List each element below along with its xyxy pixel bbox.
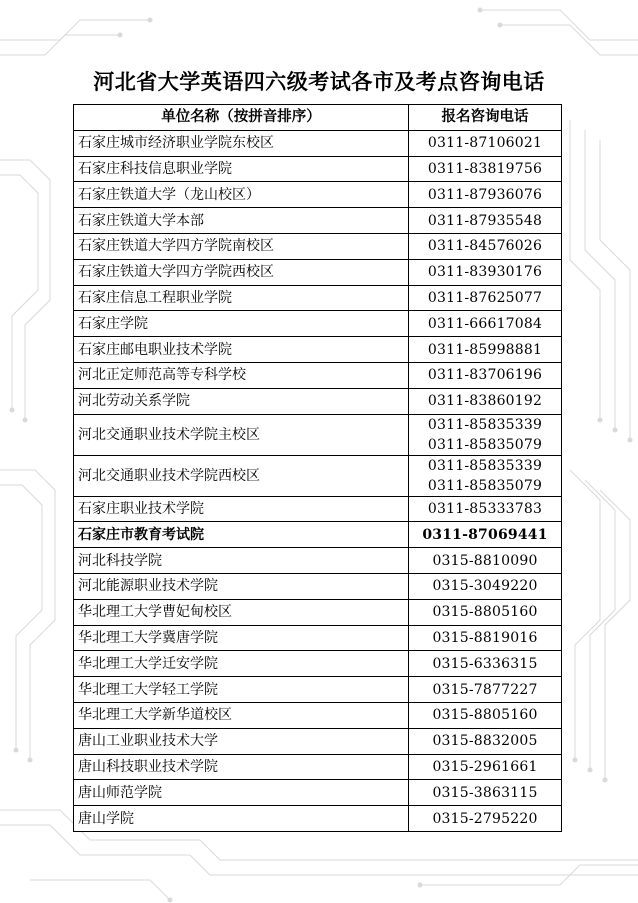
phone-number: 0311-83706196 [427,367,543,384]
unit-name-cell: 华北理工大学曹妃甸校区 [74,599,409,625]
phone-cell [409,806,562,832]
phone-cell [409,677,562,703]
phone-number: 0311-87069441 [422,526,548,543]
phone-cell [409,548,562,574]
phone-cell [409,573,562,599]
unit-name-cell: 河北交通职业技术学院主校区 [74,414,409,455]
phone-cell [409,233,562,259]
table-row [74,651,562,677]
phone-cell [409,208,562,234]
table-row [74,548,562,574]
unit-name-cell: 石家庄铁道大学四方学院南校区 [74,233,409,259]
unit-name-cell: 河北正定师范高等专科学校 [74,362,409,388]
unit-name-cell: 河北交通职业技术学院西校区 [74,455,409,496]
unit-name-cell: 石家庄铁道大学四方学院西校区 [74,259,409,285]
phone-number: 0315-8810090 [432,552,538,569]
phone-number: 0311-87106021 [427,135,543,152]
phone-cell [409,455,562,496]
phone-cell [409,388,562,414]
phone-number: 0315-8832005 [432,733,538,750]
table-row [74,233,562,259]
table-row [74,414,562,455]
phone-number: 0311-87935548 [427,212,543,229]
phone-number: 0311-85835079 [427,436,543,453]
phone-number: 0315-2795220 [432,810,538,827]
table-row [74,130,562,156]
table-row [74,259,562,285]
phone-cell [409,337,562,363]
phone-number: 0315-8805160 [432,604,538,621]
phone-cell [409,599,562,625]
phone-number: 0311-85998881 [427,341,543,358]
unit-name-cell: 石家庄信息工程职业学院 [74,285,409,311]
phone-number: 0311-66617084 [427,315,543,332]
table-row [74,522,562,548]
phone-cell [409,156,562,182]
phone-number: 0311-83860192 [427,393,543,410]
phone-cell [409,259,562,285]
unit-name-cell: 石家庄市教育考试院 [74,522,409,548]
table-row [74,599,562,625]
phone-number: 0311-85835339 [427,457,543,474]
table-row [74,208,562,234]
unit-name-cell: 河北能源职业技术学院 [74,573,409,599]
table-row [74,677,562,703]
phone-number: 0315-3049220 [432,578,538,595]
phone-number: 0315-7877227 [432,681,538,698]
phone-cell [409,130,562,156]
phone-number: 0315-3863115 [432,784,538,801]
table-row [74,806,562,832]
unit-name-cell: 唐山学院 [74,806,409,832]
column-header-unit: 单位名称（按拼音排序） [74,105,409,131]
unit-name-cell: 石家庄铁道大学本部 [74,208,409,234]
phone-number: 0311-87625077 [427,289,543,306]
phone-number: 0315-8805160 [432,707,538,724]
table-row [74,702,562,728]
table-row [74,156,562,182]
unit-name-cell: 华北理工大学新华道校区 [74,702,409,728]
unit-name-cell: 华北理工大学轻工学院 [74,677,409,703]
table-row [74,182,562,208]
unit-name-cell: 石家庄职业技术学院 [74,496,409,522]
table-header-row [74,105,562,131]
contacts-table [73,104,562,832]
unit-name-cell: 唐山科技职业技术学院 [74,754,409,780]
phone-number: 0311-85835339 [427,416,543,433]
phone-cell [409,651,562,677]
table-row [74,754,562,780]
unit-name-cell: 石家庄学院 [74,311,409,337]
phone-cell [409,362,562,388]
table-row [74,362,562,388]
unit-name-cell: 唐山师范学院 [74,780,409,806]
table-row [74,625,562,651]
phone-cell [409,728,562,754]
table-row [74,455,562,496]
unit-name-cell: 河北劳动关系学院 [74,388,409,414]
phone-number: 0311-85835079 [427,477,543,494]
table-row [74,728,562,754]
unit-name-cell: 石家庄铁道大学（龙山校区） [74,182,409,208]
table-row [74,311,562,337]
phone-number: 0311-84576026 [427,238,543,255]
page-title: 河北省大学英语四六级考试各市及考点咨询电话 [93,69,545,94]
table-row [74,780,562,806]
phone-number: 0315-8819016 [432,629,538,646]
table-row [74,285,562,311]
unit-name-cell: 华北理工大学冀唐学院 [74,625,409,651]
table-row [74,496,562,522]
phone-cell [409,414,562,455]
unit-name-cell: 河北科技学院 [74,548,409,574]
table-row [74,337,562,363]
phone-number: 0311-83930176 [427,264,543,281]
phone-number: 0315-2961661 [432,758,538,775]
phone-cell [409,702,562,728]
column-header-phone: 报名咨询电话 [409,105,562,131]
unit-name-cell: 唐山工业职业技术大学 [74,728,409,754]
phone-number: 0311-87936076 [427,186,543,203]
table-row [74,388,562,414]
table-row [74,573,562,599]
phone-cell [409,754,562,780]
phone-number: 0311-85333783 [427,500,543,517]
unit-name-cell: 石家庄科技信息职业学院 [74,156,409,182]
phone-cell [409,496,562,522]
table-body [74,130,562,831]
unit-name-cell: 石家庄城市经济职业学院东校区 [74,130,409,156]
unit-name-cell: 石家庄邮电职业技术学院 [74,337,409,363]
phone-cell [409,625,562,651]
phone-cell [409,182,562,208]
phone-cell [409,780,562,806]
phone-cell [409,522,562,548]
unit-name-cell: 华北理工大学迁安学院 [74,651,409,677]
phone-cell [409,285,562,311]
phone-number: 0315-6336315 [432,655,538,672]
phone-number: 0311-83819756 [427,160,543,177]
phone-cell [409,311,562,337]
